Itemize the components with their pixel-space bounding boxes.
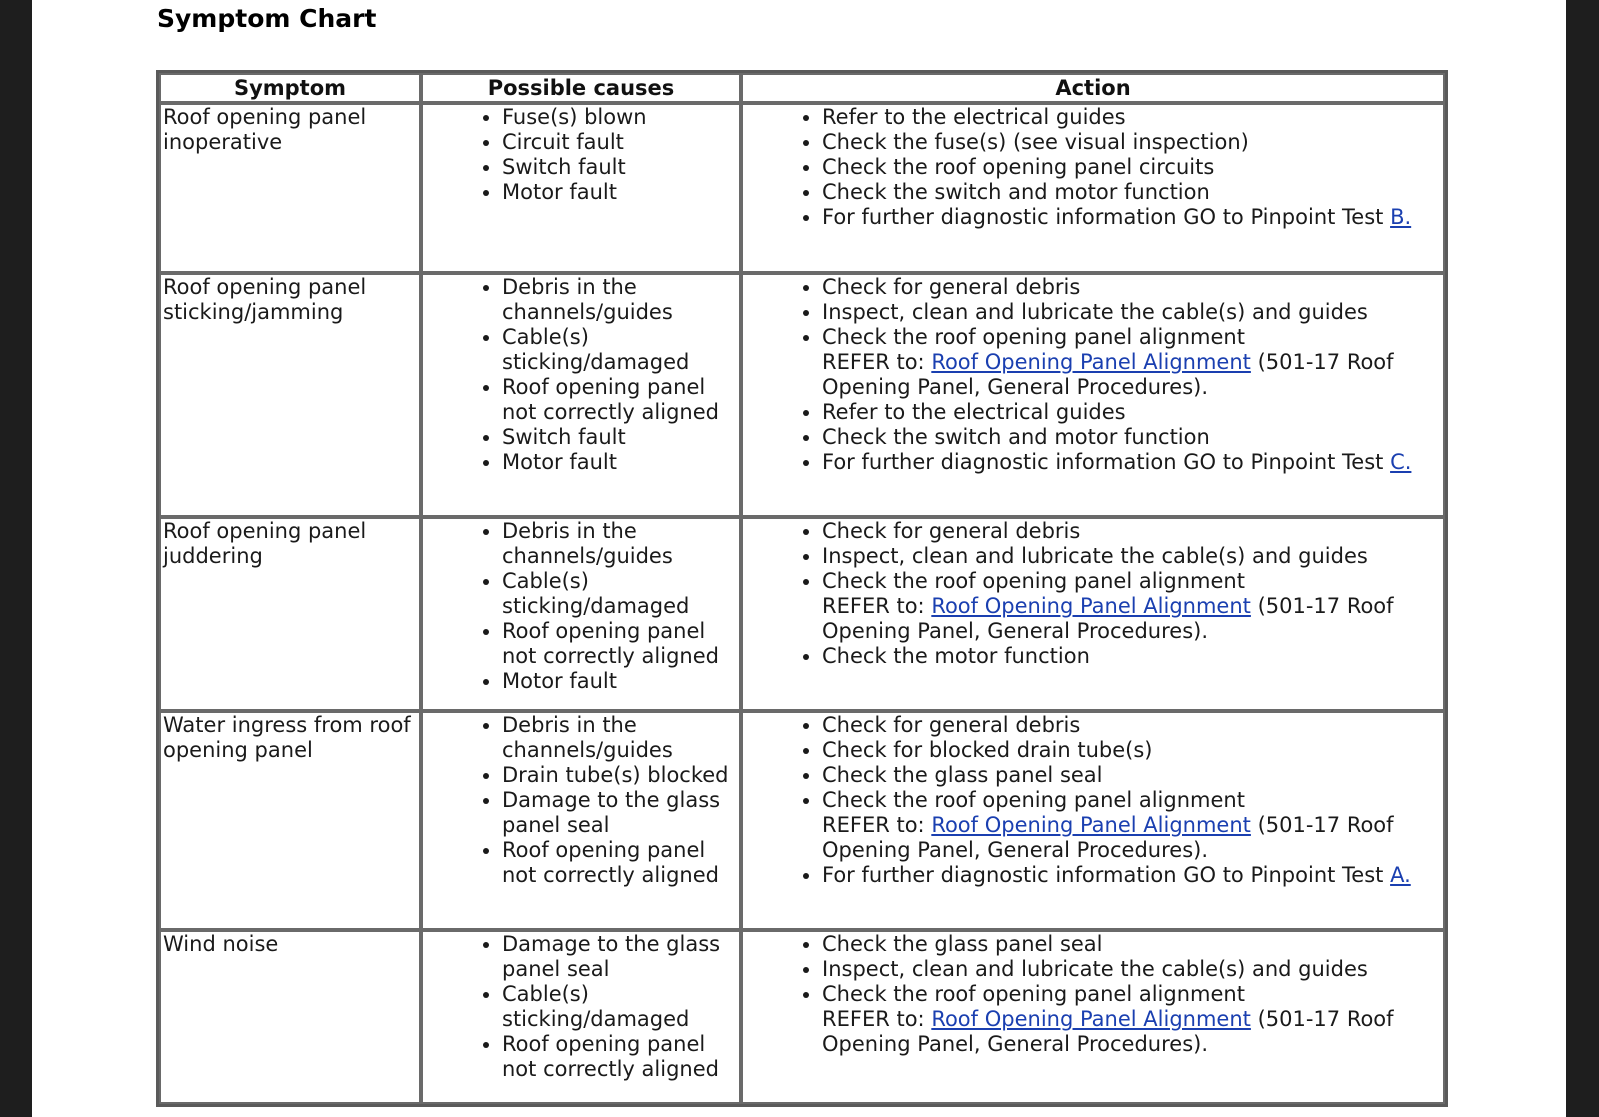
action-item bbox=[822, 569, 1441, 644]
action-text: Refer to the electrical guides bbox=[822, 400, 1126, 424]
document-page bbox=[32, 0, 1566, 1117]
symptom-cell: Roof opening panel inoperative bbox=[159, 103, 421, 273]
action-item bbox=[822, 425, 1441, 450]
possible-causes-cell bbox=[421, 930, 741, 1104]
table-row bbox=[159, 273, 1445, 517]
refer-suffix: (501-17 Roof Opening Panel, General Procedures). bbox=[822, 594, 1394, 643]
roof-opening-panel-alignment-link[interactable]: Roof Opening Panel Alignment bbox=[931, 350, 1251, 374]
roof-opening-panel-alignment-link[interactable]: Roof Opening Panel Alignment bbox=[931, 813, 1251, 837]
page-title: Symptom Chart bbox=[157, 4, 377, 33]
cause-item: • Motor fault bbox=[502, 450, 737, 475]
pinpoint-test-link[interactable]: C. bbox=[1390, 450, 1412, 474]
refer-prefix: REFER to: bbox=[822, 1007, 932, 1031]
action-text: Check the switch and motor function bbox=[822, 425, 1210, 449]
action-text: Check the fuse(s) (see visual inspection) bbox=[822, 130, 1249, 154]
action-item bbox=[822, 180, 1441, 205]
cause-item: • Motor fault bbox=[502, 669, 737, 694]
action-cell bbox=[741, 103, 1445, 273]
actions-list bbox=[745, 275, 1441, 475]
refer-suffix: (501-17 Roof Opening Panel, General Procedures). bbox=[822, 1007, 1394, 1056]
action-item bbox=[822, 738, 1441, 763]
action-text: Check for general debris bbox=[822, 275, 1081, 299]
causes-list bbox=[425, 275, 737, 475]
action-cell bbox=[741, 517, 1445, 711]
header-possible-causes: Possible causes bbox=[421, 73, 741, 103]
causes-list bbox=[425, 105, 737, 205]
action-text: Check the switch and motor function bbox=[822, 180, 1210, 204]
causes-list bbox=[425, 932, 737, 1082]
cause-item: • Cable(s) sticking/damaged bbox=[502, 982, 737, 1032]
action-text: Check the roof opening panel alignment bbox=[822, 788, 1245, 812]
refer-prefix: REFER to: bbox=[822, 350, 932, 374]
causes-list bbox=[425, 713, 737, 888]
pinpoint-test-link[interactable]: B. bbox=[1390, 205, 1412, 229]
symptom-cell: Water ingress from roof opening panel bbox=[159, 711, 421, 930]
actions-list bbox=[745, 105, 1441, 230]
actions-list bbox=[745, 519, 1441, 669]
action-item bbox=[822, 130, 1441, 155]
possible-causes-cell bbox=[421, 273, 741, 517]
action-item bbox=[822, 450, 1441, 475]
cause-item: • Debris in the channels/guides bbox=[502, 519, 737, 569]
table-row bbox=[159, 930, 1445, 1104]
actions-list bbox=[745, 713, 1441, 888]
symptom-cell: Wind noise bbox=[159, 930, 421, 1104]
refer-suffix: (501-17 Roof Opening Panel, General Procedures). bbox=[822, 350, 1394, 399]
table-header-row bbox=[159, 73, 1445, 103]
action-text: Check the roof opening panel alignment bbox=[822, 325, 1245, 349]
action-item bbox=[822, 982, 1441, 1057]
action-text: For further diagnostic information GO to Pinpoint Test bbox=[822, 205, 1391, 229]
action-item bbox=[822, 713, 1441, 738]
cause-item: • Damage to the glass panel seal bbox=[502, 788, 737, 838]
cause-item: • Debris in the channels/guides bbox=[502, 275, 737, 325]
pinpoint-test-link[interactable]: A. bbox=[1390, 863, 1411, 887]
action-text: Check for general debris bbox=[822, 713, 1081, 737]
cause-item: • Roof opening panel not correctly aligned bbox=[502, 619, 737, 669]
cause-item: • Drain tube(s) blocked bbox=[502, 763, 737, 788]
action-cell bbox=[741, 711, 1445, 930]
action-item bbox=[822, 763, 1441, 788]
header-action: Action bbox=[741, 73, 1445, 103]
action-item bbox=[822, 155, 1441, 180]
action-item bbox=[822, 863, 1441, 888]
cause-item: • Fuse(s) blown bbox=[502, 105, 737, 130]
action-text: Check the motor function bbox=[822, 644, 1090, 668]
action-item bbox=[822, 957, 1441, 982]
cause-item: • Cable(s) sticking/damaged bbox=[502, 325, 737, 375]
action-item bbox=[822, 105, 1441, 130]
action-text: Refer to the electrical guides bbox=[822, 105, 1126, 129]
action-item bbox=[822, 644, 1441, 669]
possible-causes-cell bbox=[421, 711, 741, 930]
cause-item: • Cable(s) sticking/damaged bbox=[502, 569, 737, 619]
action-cell bbox=[741, 930, 1445, 1104]
roof-opening-panel-alignment-link[interactable]: Roof Opening Panel Alignment bbox=[931, 1007, 1251, 1031]
action-text: Check the glass panel seal bbox=[822, 932, 1103, 956]
symptom-cell: Roof opening panel sticking/jamming bbox=[159, 273, 421, 517]
cause-item: • Damage to the glass panel seal bbox=[502, 932, 737, 982]
cause-item: • Roof opening panel not correctly aligned bbox=[502, 375, 737, 425]
action-item bbox=[822, 205, 1441, 230]
table-row bbox=[159, 103, 1445, 273]
action-text: For further diagnostic information GO to Pinpoint Test bbox=[822, 863, 1391, 887]
action-text: Check the roof opening panel circuits bbox=[822, 155, 1215, 179]
symptom-chart-table bbox=[156, 70, 1448, 1107]
table-body bbox=[159, 103, 1445, 1104]
cause-item: • Motor fault bbox=[502, 180, 737, 205]
table-row bbox=[159, 517, 1445, 711]
action-text: Check for general debris bbox=[822, 519, 1081, 543]
action-text: Check for blocked drain tube(s) bbox=[822, 738, 1153, 762]
cause-item: • Switch fault bbox=[502, 425, 737, 450]
possible-causes-cell bbox=[421, 517, 741, 711]
action-item bbox=[822, 519, 1441, 544]
action-text: For further diagnostic information GO to Pinpoint Test bbox=[822, 450, 1391, 474]
refer-prefix: REFER to: bbox=[822, 594, 932, 618]
actions-list bbox=[745, 932, 1441, 1057]
action-item bbox=[822, 788, 1441, 863]
refer-prefix: REFER to: bbox=[822, 813, 932, 837]
refer-suffix: (501-17 Roof Opening Panel, General Procedures). bbox=[822, 813, 1394, 862]
action-text: Inspect, clean and lubricate the cable(s) and guides bbox=[822, 544, 1368, 568]
possible-causes-cell bbox=[421, 103, 741, 273]
action-item bbox=[822, 544, 1441, 569]
action-item bbox=[822, 400, 1441, 425]
cause-item: • Circuit fault bbox=[502, 130, 737, 155]
causes-list bbox=[425, 519, 737, 694]
cause-item: • Roof opening panel not correctly aligned bbox=[502, 1032, 737, 1082]
symptom-cell: Roof opening panel juddering bbox=[159, 517, 421, 711]
table-row bbox=[159, 711, 1445, 930]
action-text: Check the glass panel seal bbox=[822, 763, 1103, 787]
roof-opening-panel-alignment-link[interactable]: Roof Opening Panel Alignment bbox=[931, 594, 1251, 618]
action-item bbox=[822, 325, 1441, 400]
cause-item: • Roof opening panel not correctly aligned bbox=[502, 838, 737, 888]
cause-item: • Debris in the channels/guides bbox=[502, 713, 737, 763]
action-item bbox=[822, 932, 1441, 957]
action-cell bbox=[741, 273, 1445, 517]
cause-item: • Switch fault bbox=[502, 155, 737, 180]
action-text: Inspect, clean and lubricate the cable(s) and guides bbox=[822, 957, 1368, 981]
action-text: Inspect, clean and lubricate the cable(s) and guides bbox=[822, 300, 1368, 324]
header-symptom: Symptom bbox=[159, 73, 421, 103]
action-text: Check the roof opening panel alignment bbox=[822, 569, 1245, 593]
action-item bbox=[822, 300, 1441, 325]
action-text: Check the roof opening panel alignment bbox=[822, 982, 1245, 1006]
action-item bbox=[822, 275, 1441, 300]
